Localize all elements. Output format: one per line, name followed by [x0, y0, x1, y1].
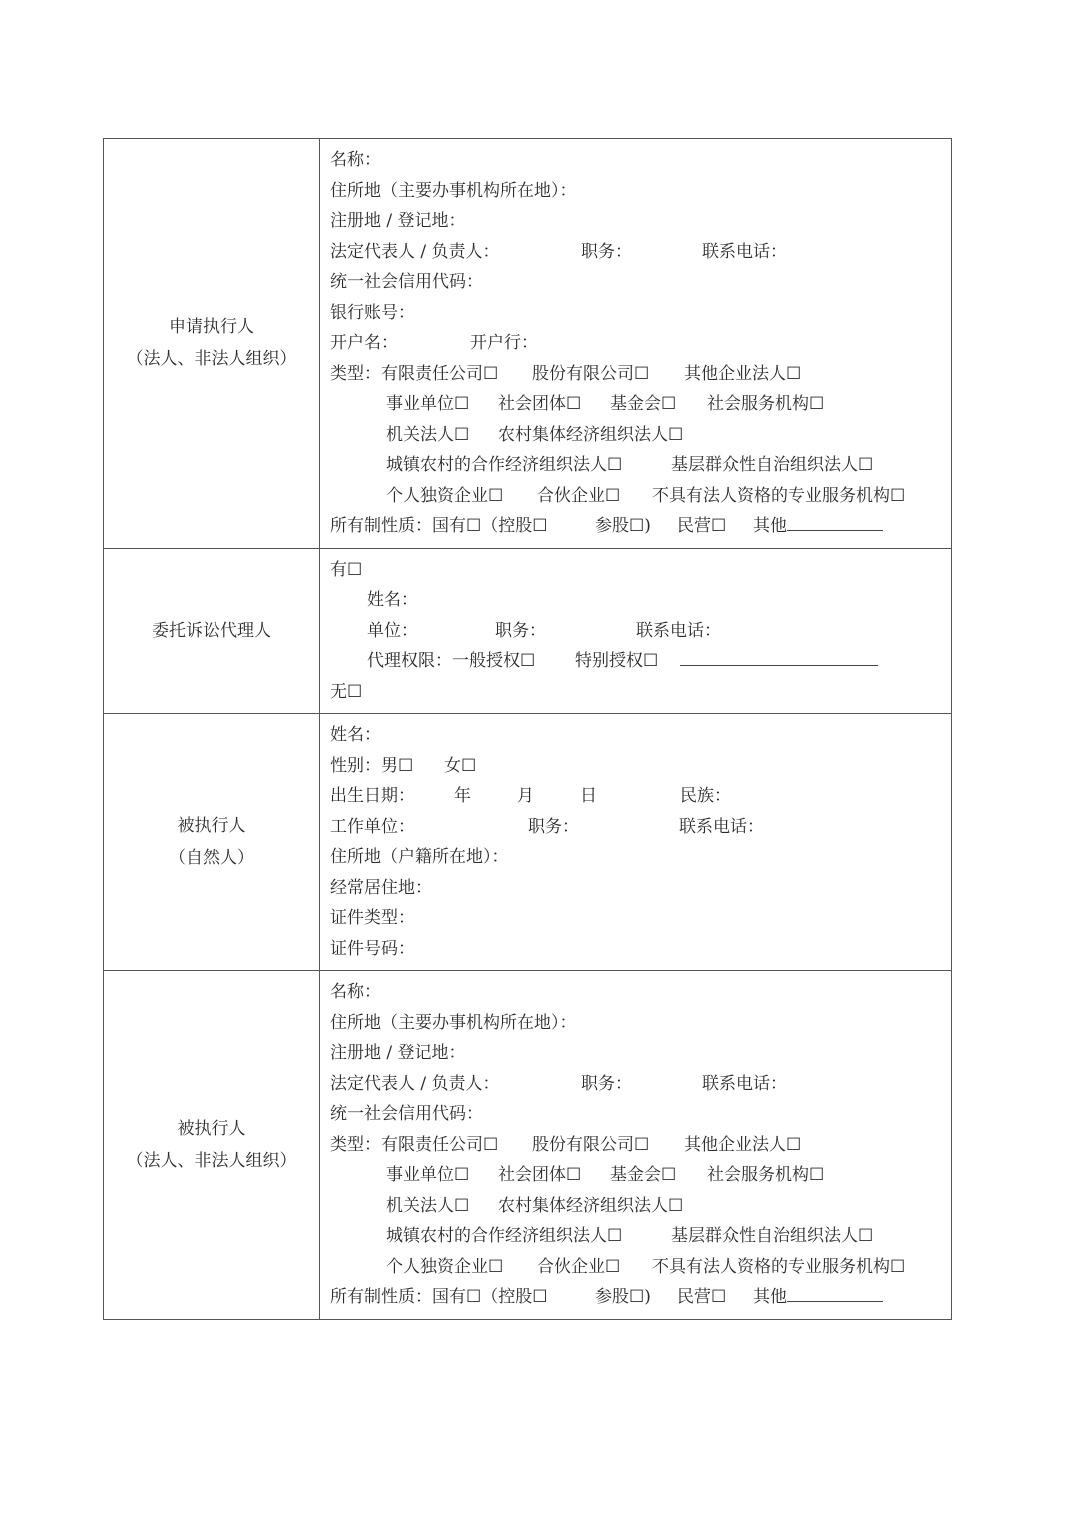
respondent-org-ownership-row: [330, 1282, 951, 1313]
respondent-person-work-unit-field[interactable]: 工作单位：: [330, 816, 415, 837]
applicant-type-other-enterprise-checkbox[interactable]: 其他企业法人☐: [684, 363, 802, 384]
applicant-type-joint-stock-checkbox[interactable]: 股份有限公司☐: [532, 363, 650, 384]
applicant-type-professional-service-checkbox[interactable]: 不具有法人资格的专业服务机构☐: [652, 485, 906, 506]
respondent-person-residence-field[interactable]: 经常居住地：: [330, 877, 432, 898]
applicant-type-organ-checkbox[interactable]: 机关法人☐: [386, 424, 470, 445]
respondent-org-type-cooperative-checkbox[interactable]: 城镇农村的合作经济组织法人☐: [386, 1226, 623, 1246]
respondent-person-domicile-field[interactable]: 住所地（户籍所在地）：: [330, 847, 509, 867]
applicant-type-foundation-checkbox[interactable]: 基金会☐: [610, 394, 677, 414]
respondent-org-type-grassroots-checkbox[interactable]: 基层群众性自治组织法人☐: [671, 1226, 874, 1246]
applicant-legal-rep-field[interactable]: 法定代表人 / 负责人：: [330, 241, 500, 262]
applicant-registered-field[interactable]: 注册地 / 登记地：: [330, 211, 466, 231]
respondent-org-type-row-2: [330, 1160, 951, 1191]
applicant-bank-account-field[interactable]: 银行账号：: [330, 302, 415, 323]
applicant-legal-rep-row: [330, 237, 951, 268]
applicant-type-row-2: [330, 389, 951, 420]
respondent-person-year-label: 年: [454, 786, 471, 806]
agent-section: [104, 548, 952, 714]
agent-label: [104, 548, 320, 714]
applicant-type-grassroots-checkbox[interactable]: 基层群众性自治组织法人☐: [671, 455, 874, 475]
respondent-person-position-field[interactable]: 职务：: [528, 816, 579, 837]
applicant-credit-code-field[interactable]: 统一社会信用代码：: [330, 272, 483, 292]
agent-unit-row: [330, 616, 951, 647]
respondent-person-day-label: 日: [580, 786, 597, 806]
respondent-org-phone-field[interactable]: 联系电话：: [702, 1073, 787, 1094]
respondent-person-ethnicity-field[interactable]: 民族：: [680, 786, 731, 806]
respondent-org-ownership-other-blank[interactable]: [787, 1283, 883, 1302]
applicant-type-partnership-checkbox[interactable]: 合伙企业☐: [537, 485, 621, 506]
agent-authority-row: [330, 646, 951, 677]
applicant-fields: [320, 139, 952, 549]
applicant-ownership-other-label: 其他: [753, 516, 787, 536]
respondent-org-type-joint-stock-checkbox[interactable]: 股份有限公司☐: [532, 1134, 650, 1155]
respondent-person-label-line2: （自然人）: [169, 848, 254, 868]
applicant-ownership-private-checkbox[interactable]: 民营☐: [677, 516, 727, 536]
respondent-org-type-public-institution-checkbox[interactable]: 事业单位☐: [386, 1165, 470, 1185]
agent-name-field[interactable]: 姓名：: [367, 590, 418, 610]
respondent-org-type-social-group-checkbox[interactable]: 社会团体☐: [498, 1165, 582, 1185]
respondent-org-ownership-private-checkbox[interactable]: 民营☐: [677, 1287, 727, 1307]
applicant-type-social-service-checkbox[interactable]: 社会服务机构☐: [707, 394, 825, 414]
respondent-org-type-llc-checkbox[interactable]: 有限责任公司☐: [381, 1134, 499, 1155]
applicant-ownership-other-blank[interactable]: [787, 512, 883, 531]
agent-unit-field[interactable]: 单位：: [367, 620, 418, 641]
applicant-type-llc-checkbox[interactable]: 有限责任公司☐: [381, 363, 499, 384]
applicant-domicile-field[interactable]: 住所地（主要办事机构所在地）：: [330, 180, 577, 201]
applicant-account-row: [330, 328, 951, 359]
respondent-org-fields: [320, 971, 952, 1320]
respondent-person-label-line1: 被执行人: [177, 816, 246, 836]
respondent-person-gender-row: [330, 751, 951, 782]
respondent-org-registered-field[interactable]: 注册地 / 登记地：: [330, 1043, 466, 1063]
respondent-org-domicile-field[interactable]: 住所地（主要办事机构所在地）：: [330, 1012, 577, 1033]
applicant-account-bank-field[interactable]: 开户行：: [470, 333, 538, 353]
respondent-org-legal-rep-field[interactable]: 法定代表人 / 负责人：: [330, 1073, 500, 1094]
respondent-org-label: [104, 971, 320, 1320]
applicant-ownership-state-checkbox[interactable]: 所有制性质：国有☐（控股☐: [330, 516, 548, 536]
respondent-org-legal-rep-row: [330, 1069, 951, 1100]
applicant-type-rural-collective-checkbox[interactable]: 农村集体经济组织法人☐: [498, 424, 684, 445]
applicant-type-cooperative-checkbox[interactable]: 城镇农村的合作经济组织法人☐: [386, 455, 623, 475]
respondent-org-type-row-1: [330, 1130, 951, 1161]
applicant-type-row-3: [330, 420, 951, 451]
agent-label-text: 委托诉讼代理人: [152, 620, 271, 641]
respondent-person-birth-field[interactable]: 出生日期：: [330, 786, 415, 806]
applicant-name-field[interactable]: 名称：: [330, 150, 381, 170]
respondent-org-name-field[interactable]: 名称：: [330, 982, 381, 1002]
applicant-type-public-institution-checkbox[interactable]: 事业单位☐: [386, 394, 470, 414]
agent-fields: [320, 548, 952, 714]
applicant-ownership-share-checkbox[interactable]: 参股☐): [595, 516, 651, 536]
respondent-org-type-partnership-checkbox[interactable]: 合伙企业☐: [537, 1256, 621, 1277]
respondent-person-fields: [320, 714, 952, 971]
respondent-person-phone-field[interactable]: 联系电话：: [679, 816, 764, 837]
agent-yes-checkbox[interactable]: 有☐: [330, 559, 363, 580]
respondent-org-type-other-enterprise-checkbox[interactable]: 其他企业法人☐: [684, 1134, 802, 1155]
respondent-person-work-row: [330, 812, 951, 843]
respondent-person-birth-row: [330, 781, 951, 812]
respondent-org-ownership-other-label: 其他: [753, 1287, 787, 1307]
respondent-org-ownership-share-checkbox[interactable]: 参股☐): [595, 1287, 651, 1307]
agent-general-authority-checkbox[interactable]: 代理权限：一般授权☐: [367, 651, 536, 671]
respondent-person-month-label: 月: [517, 786, 534, 806]
applicant-label-line1: 申请执行人: [169, 317, 254, 338]
applicant-type-row-1: [330, 359, 951, 390]
respondent-org-type-row-5: [330, 1252, 951, 1283]
respondent-org-type-sole-proprietorship-checkbox[interactable]: 个人独资企业☐: [386, 1256, 504, 1277]
agent-no-checkbox[interactable]: 无☐: [330, 681, 363, 702]
applicant-type-label: 类型：: [330, 363, 381, 384]
respondent-org-type-organ-checkbox[interactable]: 机关法人☐: [386, 1195, 470, 1216]
applicant-ownership-row: [330, 511, 951, 542]
applicant-label-line2: （法人、非法人组织）: [126, 349, 297, 370]
applicant-type-row-4: [330, 450, 951, 481]
agent-authority-blank[interactable]: [680, 647, 878, 666]
applicant-account-name-field[interactable]: 开户名：: [330, 333, 398, 353]
applicant-type-row-5: [330, 481, 951, 512]
respondent-person-name-field[interactable]: 姓名：: [330, 725, 381, 745]
respondent-person-female-checkbox[interactable]: 女☐: [444, 755, 477, 776]
agent-phone-field[interactable]: 联系电话：: [636, 620, 721, 641]
respondent-org-ownership-state-checkbox[interactable]: 所有制性质：国有☐（控股☐: [330, 1287, 548, 1307]
applicant-type-sole-proprietorship-checkbox[interactable]: 个人独资企业☐: [386, 485, 504, 506]
respondent-org-type-row-3: [330, 1191, 951, 1222]
respondent-org-label-line1: 被执行人: [177, 1118, 246, 1139]
applicant-type-social-group-checkbox[interactable]: 社会团体☐: [498, 394, 582, 414]
agent-special-authority-checkbox[interactable]: 特别授权☐: [575, 651, 659, 671]
applicant-phone-field[interactable]: 联系电话：: [702, 241, 787, 262]
respondent-org-type-social-service-checkbox[interactable]: 社会服务机构☐: [707, 1165, 825, 1185]
respondent-org-type-rural-collective-checkbox[interactable]: 农村集体经济组织法人☐: [498, 1195, 684, 1216]
respondent-person-male-checkbox[interactable]: 性别：男☐: [330, 755, 414, 776]
respondent-person-section: [104, 714, 952, 971]
applicant-section: [104, 139, 952, 549]
respondent-org-type-row-4: [330, 1221, 951, 1252]
respondent-org-type-label: 类型：: [330, 1134, 381, 1155]
respondent-org-section: [104, 971, 952, 1320]
agent-position-field[interactable]: 职务：: [495, 620, 546, 641]
respondent-org-type-foundation-checkbox[interactable]: 基金会☐: [610, 1165, 677, 1185]
applicant-label: [104, 139, 320, 549]
respondent-org-label-line2: （法人、非法人组织）: [126, 1150, 297, 1171]
applicant-position-field[interactable]: 职务：: [581, 241, 632, 262]
respondent-person-id-type-field[interactable]: 证件类型：: [330, 908, 415, 928]
enforcement-application-form: [103, 138, 952, 1320]
respondent-org-position-field[interactable]: 职务：: [581, 1073, 632, 1094]
respondent-person-label: [104, 714, 320, 971]
respondent-person-id-number-field[interactable]: 证件号码：: [330, 938, 415, 959]
respondent-org-credit-code-field[interactable]: 统一社会信用代码：: [330, 1104, 483, 1124]
respondent-org-type-professional-service-checkbox[interactable]: 不具有法人资格的专业服务机构☐: [652, 1256, 906, 1277]
